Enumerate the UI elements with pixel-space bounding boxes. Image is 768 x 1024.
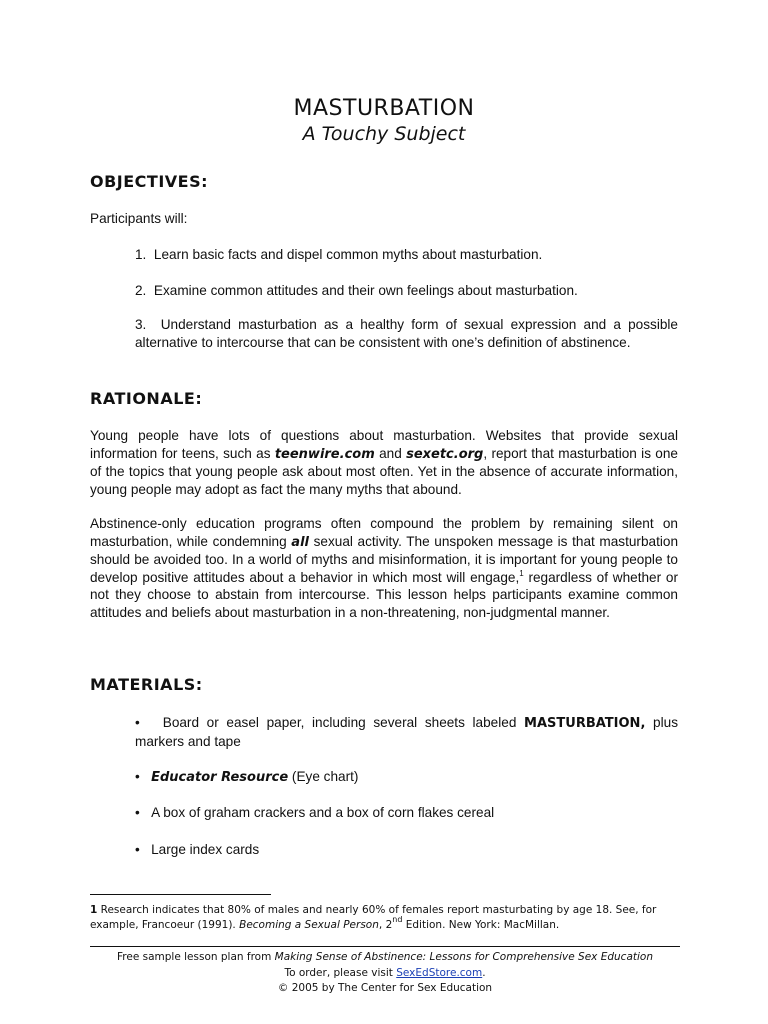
footnote-mark: 1 bbox=[90, 904, 98, 916]
footnote bbox=[90, 903, 690, 932]
text-run: , report that masturbation is one of the topics that young people ask about most often. Yet in the absence of accurate information, young people may adopt as fact the many myths that abound. bbox=[90, 445, 678, 497]
bullet-icon: • bbox=[135, 805, 140, 820]
rationale-paragraph-1 bbox=[90, 427, 678, 498]
rationale-paragraph-2 bbox=[90, 515, 678, 621]
website-sexetc: sexetc.org bbox=[406, 446, 484, 462]
text-run: Board or easel paper, including several sheets labeled bbox=[162, 715, 525, 730]
materials-item bbox=[135, 714, 678, 750]
text-run: Free sample lesson plan from bbox=[117, 951, 275, 963]
materials-item bbox=[135, 768, 678, 787]
text-run: , 2 bbox=[378, 918, 393, 931]
text-run: Large index cards bbox=[151, 842, 260, 857]
objective-number: 1. bbox=[135, 247, 147, 262]
text-run: and bbox=[374, 445, 407, 461]
text-run: (Eye chart) bbox=[288, 769, 359, 784]
bullet-icon: • bbox=[135, 769, 140, 784]
footnote-divider bbox=[90, 894, 271, 895]
text-run: Edition. New York: MacMillan. bbox=[402, 918, 560, 931]
materials-item bbox=[135, 841, 678, 859]
objective-number: 2. bbox=[135, 283, 147, 298]
bullet-icon: • bbox=[135, 715, 140, 730]
text-run: To order, please visit bbox=[284, 966, 397, 979]
footer-line-3: © 2005 by The Center for Sex Education bbox=[277, 982, 493, 994]
page-footer bbox=[90, 950, 680, 997]
text-run: plus markers and tape bbox=[135, 715, 678, 749]
text-run: Research indicates that 80% of males and nearly 60% of females report masturbating by age 18. See, for example, Francoeur (1991). bbox=[90, 904, 657, 931]
footer-divider bbox=[90, 946, 680, 947]
book-title: Becoming a Sexual Person bbox=[239, 918, 379, 931]
text-run: Abstinence-only education programs often compound the problem by remaining silent on masturbation, while condemning bbox=[90, 516, 678, 549]
objective-number: 3. bbox=[135, 317, 147, 332]
text-run: Young people have lots of questions about masturbation. Websites that provide sexual information for teens, such as bbox=[90, 428, 678, 461]
bullet-icon: • bbox=[135, 842, 140, 857]
objective-text: Understand masturbation as a healthy form of sexual expression and a possible alternative to intercourse that can be consistent with one’s definition of abstinence. bbox=[135, 317, 678, 350]
objective-item bbox=[135, 316, 678, 351]
objective-item bbox=[135, 282, 680, 300]
text-run: regardless of whether or not they choose to abstain from intercourse. This lesson helps participants examine common attitudes and beliefs about masturbation in a non-threatening, non-judgmental manner. bbox=[90, 569, 678, 620]
objective-text: Examine common attitudes and their own feelings about masturbation. bbox=[153, 283, 578, 298]
footnote-reference: 1 bbox=[519, 568, 524, 578]
website-teenwire: teenwire.com bbox=[274, 446, 375, 462]
objectives-heading: OBJECTIVES: bbox=[90, 172, 209, 191]
store-link[interactable]: SexEdStore.com bbox=[396, 966, 483, 979]
materials-heading: MATERIALS: bbox=[90, 675, 203, 694]
text-run: A box of graham crackers and a box of corn flakes cereal bbox=[151, 805, 495, 820]
document-title: MASTURBATION bbox=[293, 96, 475, 121]
rationale-heading: RATIONALE: bbox=[90, 389, 203, 408]
emphasis-all: all bbox=[291, 534, 309, 550]
bold-label: MASTURBATION, bbox=[524, 716, 646, 731]
objective-item bbox=[135, 246, 680, 264]
objective-text: Learn basic facts and dispel common myths about masturbation. bbox=[153, 247, 543, 262]
materials-item bbox=[135, 804, 678, 822]
educator-resource-label: Educator Resource bbox=[151, 770, 289, 785]
footer-line-2 bbox=[90, 966, 680, 982]
document-subtitle: A Touchy Subject bbox=[302, 123, 466, 145]
superscript: nd bbox=[392, 914, 403, 924]
book-title: Making Sense of Abstinence: Lessons for Comprehensive Sex Education bbox=[274, 951, 653, 963]
objectives-intro: Participants will: bbox=[90, 211, 188, 226]
footer-line-1 bbox=[90, 950, 680, 966]
text-run: . bbox=[482, 966, 486, 979]
text-run: sexual activity. The unspoken message is that masturbation should be avoided too. In a world of myths and misinformation, it is important for young people to develop positive attitudes about a behavior in which most will engage, bbox=[90, 533, 678, 585]
